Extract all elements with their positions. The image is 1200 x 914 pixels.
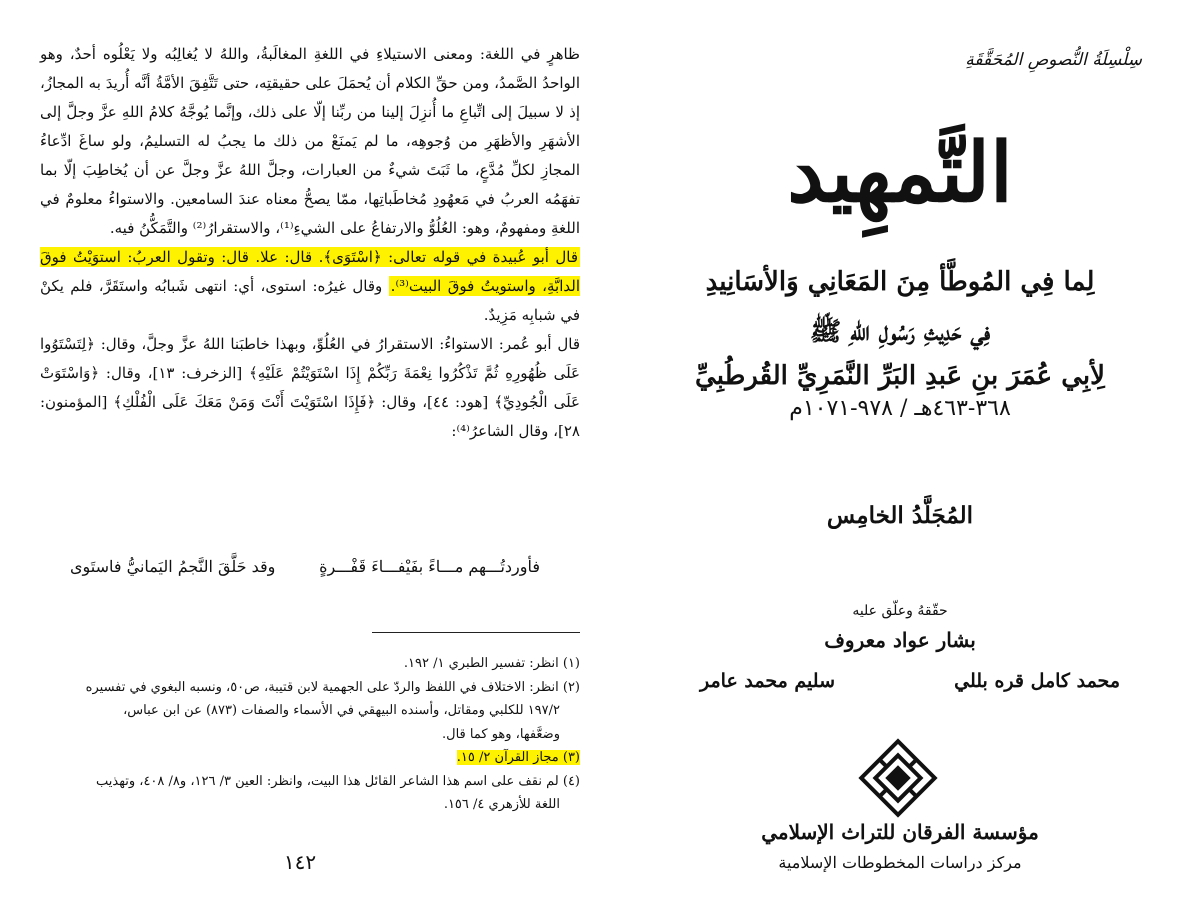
page-number: ١٤٢ [283,850,317,874]
series-title: سِلْسِلَةُ النُّصوصِ المُحَقَّقَةِ [965,50,1142,70]
author-name: لِأبِي عُمَرَ بنِ عَبدِ البَرِّ النَّمَرِيِّ القُرطُبِيِّ [695,361,1105,391]
editor-2: محمد كامل قره بللي [954,670,1120,692]
footnote-3 [40,746,580,770]
publisher-name: مؤسسة الفرقان للتراث الإسلامي [761,820,1039,844]
footnote-2-cont: ١٩٧/٢ للكلبي ومقاتل، وأسنده البيهقي في الأسماء والصفات (٨٧٣) عن ابن عباس، [123,703,560,718]
editor-1: بشار عواد معروف [824,628,976,652]
poem-verse [60,557,560,587]
volume-label: المُجَلَّدُ الخامِس [826,502,974,529]
abu-umar-paragraph: قال أبو عُمر: الاستواءُ: الاستقرارُ في العُلُوِّ، وبهذا خاطبَنا اللهُ عزَّ وجلَّ، وقال: ﴿لِتَسْتَوُوا عَلَى ظُهُورِهِ ثُمَّ تَذْكُرُوا نِعْمَةَ رَبِّكُمْ إِذَا اسْتَوَيْتُمْ عَلَيْهِ﴾ [الزخرف: ١٣]، وقال: ﴿وَاسْتَوَتْ عَلَى الْجُودِيِّ﴾ [هود: ٤٤]، وقال: ﴿فَإِذَا اسْتَوَيْتَ أَنْتَ وَمَنْ مَعَكَ عَلَى الْفُلْكِ﴾ [المؤمنون: ٢٨]، وقال الشاعرُ⁽⁴⁾: [40,335,580,440]
footnote-2: (٢) انظر: الاختلاف في اللفظ والردّ على الجهمية لابن قتيبة، ص٥٠، ونسبه البغوي في تفسيره [85,679,580,695]
subtitle-2: فِي حَدِيثِ رَسُولِ اللهِ ﷺ [809,317,991,347]
subtitle-1: لِما فِي المُوطَّأ مِنَ المَعَانِي وَالأسَانِيدِ [705,267,1095,297]
footnote-divider [372,632,580,633]
center-name: مركز دراسات المخطوطات الإسلامية [778,853,1022,872]
co-editors [680,670,1120,706]
footnote-4-cont: اللغة للأزهري ٤/ ١٥٦. [443,797,560,812]
author-dates: ٣٦٨-٤٦٣هـ / ٩٧٨-١٠٧١م [789,396,1011,421]
book-title: التَّمهِيد [787,125,1013,221]
footnote-1: (١) انظر: تفسير الطبري ١/ ١٩٢. [403,656,580,671]
highlighted-passage [40,243,580,330]
footnote-4: (٤) لم نقف على اسم هذا الشاعر القائل هذا البيت، وانظر: العين ٣/ ١٢٦، و٨/ ٤٠٨، وتهذيب [96,773,580,789]
edited-by: حقّقهُ وعلّق عليه [852,603,948,619]
editor-3: سليم محمد عامر [700,670,836,692]
opening-paragraph: ظاهرٍ في اللغة: ومعنى الاستيلاءِ في اللغةِ المغالَبةُ، واللهُ لا يُغالِبُه ولا يَعْلُوه أحدٌ، وهو الواحدُ الصَّمدُ، ومن حقِّ الكلام أن يُحمَلَ على حقيقتِه، حتى تَتَّفِقَ الأمَّةُ أنَّه أُريدَ به المجازُ، إذ لا سبيلَ إلى اتِّباعِ ما أُنزِلَ إلينا من ربِّنا إلّا على ذلك، وإنَّما يُوجَّهُ كلامُ اللهِ عزَّ وجلَّ إلى الأشهَرِ والأظهَرِ من وُجوهِه، ما لم يَمنَعْ من ذلك ما يجبُ له التسليمُ، ولو ساغَ ادِّعاءُ المجازِ لكلِّ مُدَّعٍ، ما ثَبَتَ شيءٌ من العبارات، وجلَّ اللهُ عزَّ وجلَّ عن أن يُخاطِبَ إلّا بما تفهَمُه العربُ في مَعهُودِ مُخاطَباتِها، ممّا يصحُّ معناه عندَ السامعين. والاستواءُ معلومٌ في اللغةِ ومفهومٌ، وهو: العُلُوُّ والارتفاعُ على الشيءِ⁽¹⁾، والاستقرارُ⁽²⁾ والتَّمَكُّنُ فيه. [40,45,580,237]
footnotes [40,652,580,817]
poem-hemistich-1: فأوردتُـــهم مـــاءً بفَيْفـــاءَ قَفْـــرةٍ [319,557,540,576]
publisher-logo-icon [858,738,938,818]
footnote-2-end: وضعَّفها، وهو كما قال. [442,726,560,742]
poem-hemistich-2: وقد حَلَّقَ النَّجمُ اليَمانيُّ فاستَوى [70,557,276,576]
footnote-3-highlight: (٣) مجاز القرآن ٢/ ١٥. [456,750,580,765]
right-page [600,0,1200,914]
after-quote: وقال غيرُه: استوى، أي: انتهى شَبابُه واستَقَرَّ، فلم يكنْ في شبابِه مَزِيدٌ. [40,277,580,324]
highlighted-quote: قال أبو عُبيدة في قوله تعالى: ﴿اسْتَوَى﴾. قال: علا. قال: وتقول العربُ: استوَيْتُ فوقَ الدابَّةِ، واستويتُ فوقَ البيت⁽³⁾. [40,248,580,295]
main-text [40,40,580,446]
